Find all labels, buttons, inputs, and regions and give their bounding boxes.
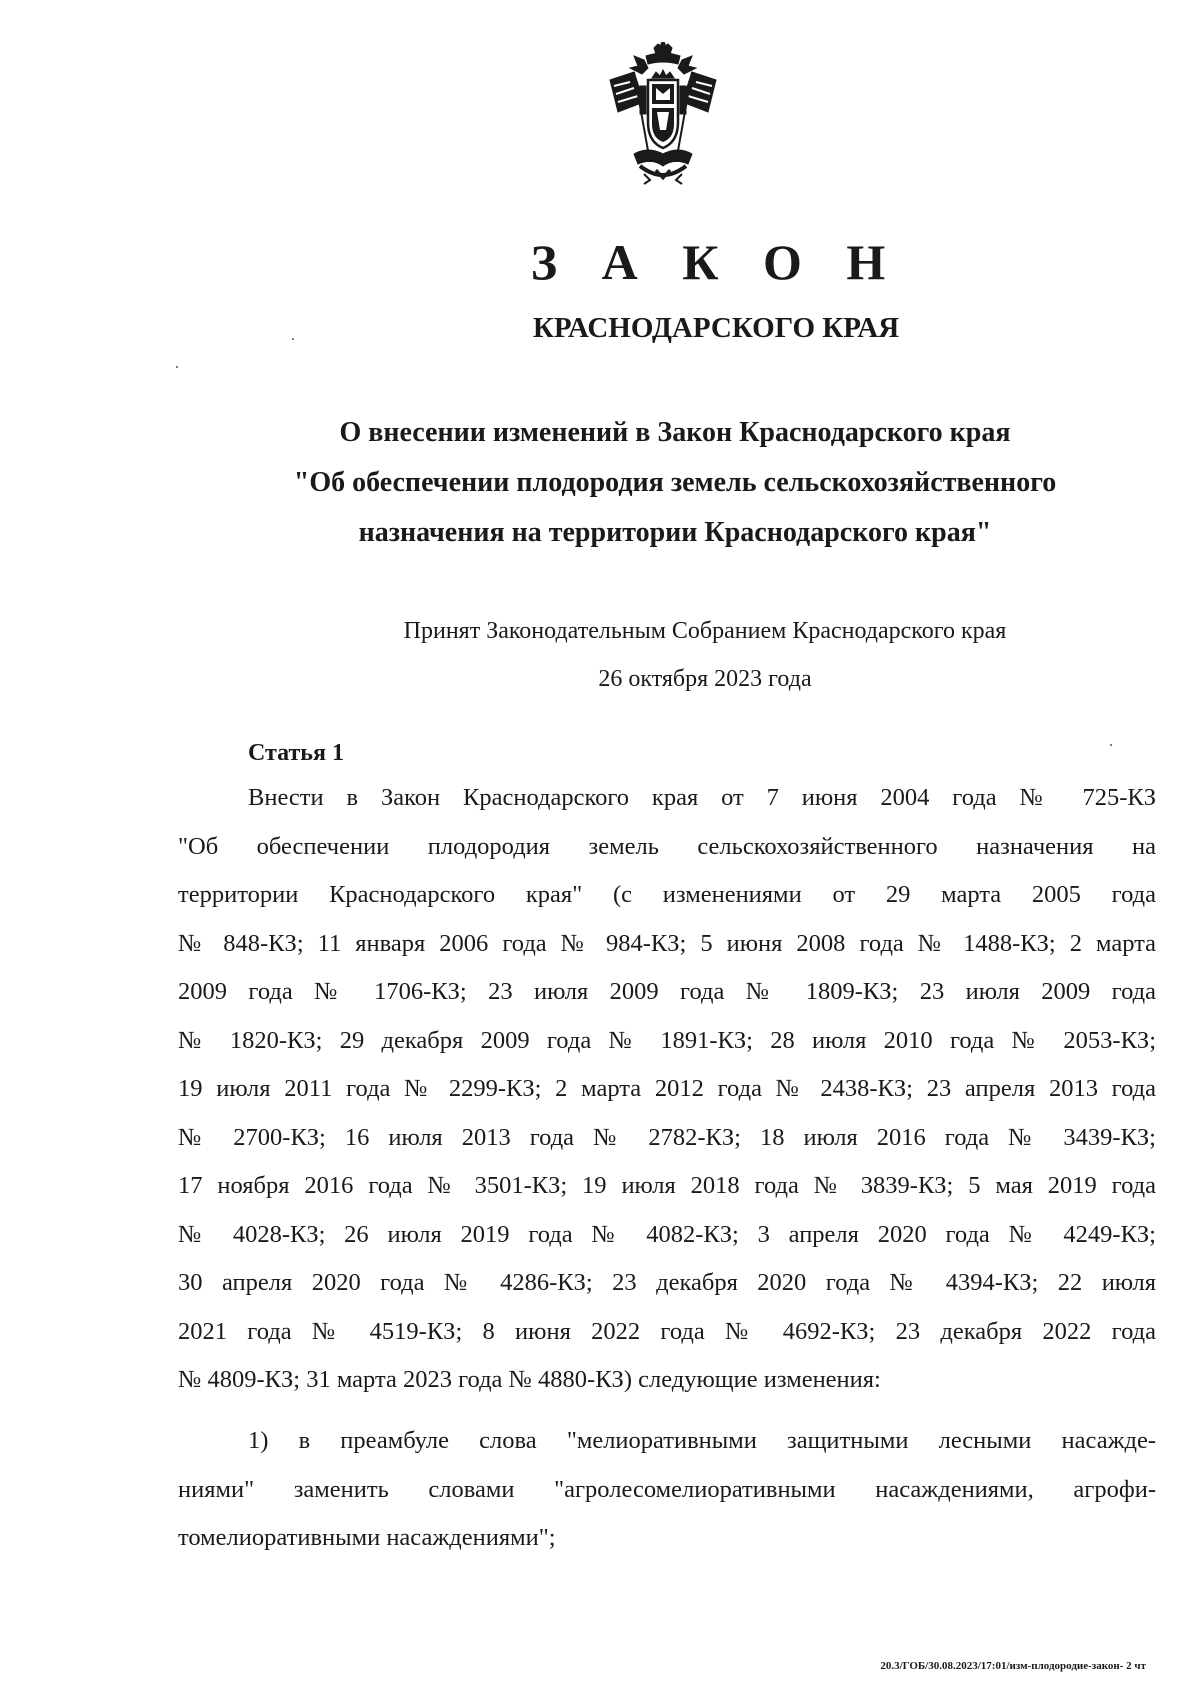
document-subtitle: КРАСНОДАРСКОГО КРАЯ (532, 312, 900, 344)
scan-speck (1110, 744, 1112, 746)
item-line: ниями" заменить словами "агролесомелиоративными насаждениями, агрофи- (178, 1475, 1156, 1503)
paragraph-line: № 1820-КЗ; 29 декабря 2009 года № 1891-КЗ; 28 июля 2010 года № 2053-КЗ; (178, 1026, 1156, 1054)
paragraph-line: № 4809-КЗ; 31 марта 2023 года № 4880-КЗ) следующие изменения: (178, 1366, 881, 1393)
paragraph-line: 2021 года № 4519-КЗ; 8 июня 2022 года № 4692-КЗ; 23 декабря 2022 года (178, 1317, 1156, 1345)
paragraph-line: № 848-КЗ; 11 января 2006 года № 984-КЗ; 5 июня 2008 года № 1488-КЗ; 2 марта (178, 929, 1156, 957)
paragraph-line: 19 июля 2011 года № 2299-КЗ; 2 марта 2012 года № 2438-КЗ; 23 апреля 2013 года (178, 1075, 1156, 1102)
law-name-line: "Об обеспечении плодородия земель сельскохозяйственного (293, 467, 1057, 498)
article-heading: Статья 1 (248, 740, 344, 766)
document-title: З А К О Н (530, 234, 902, 290)
paragraph-line: 17 ноября 2016 года № 3501-КЗ; 19 июля 2018 года № 3839-КЗ; 5 мая 2019 года (178, 1172, 1156, 1199)
adoption-note (160, 607, 1100, 703)
article-item-1 (178, 1417, 1156, 1563)
paragraph-line: Внести в Закон Краснодарского края от 7 июня 2004 года № 725-КЗ (248, 784, 1156, 811)
law-name-line: О внесении изменений в Закон Краснодарского края (339, 417, 1011, 448)
paragraph-line: территории Краснодарского края" (с изменениями от 29 марта 2005 года (178, 881, 1156, 908)
coat-of-arms-icon (604, 42, 722, 188)
scan-speck (176, 366, 178, 368)
adoption-line: Принят Законодательным Собранием Краснодарского края (403, 618, 1007, 644)
paragraph-line: 2009 года № 1706-КЗ; 23 июля 2009 года № 1809-КЗ; 23 июля 2009 года (178, 978, 1156, 1005)
scan-speck (292, 338, 294, 340)
paragraph-line: "Об обеспечении плодородия земель сельскохозяйственного назначения на (178, 832, 1156, 860)
adoption-date: 26 октября 2023 года (598, 666, 812, 692)
paragraph-line: 30 апреля 2020 года № 4286-КЗ; 23 декабря 2020 года № 4394-КЗ; 22 июля (178, 1269, 1156, 1296)
law-name (160, 408, 1100, 558)
item-line: томелиоративными насаждениями"; (178, 1524, 556, 1551)
law-name-line: назначения на территории Краснодарского края" (358, 517, 992, 548)
paragraph-line: № 2700-КЗ; 16 июля 2013 года № 2782-КЗ; 18 июля 2016 года № 3439-КЗ; (178, 1123, 1156, 1151)
paragraph-line: № 4028-КЗ; 26 июля 2019 года № 4082-КЗ; 3 апреля 2020 года № 4249-КЗ; (178, 1220, 1156, 1248)
item-line: 1) в преамбуле слова "мелиоративными защитными лесными насажде- (248, 1427, 1156, 1454)
article-paragraph (178, 774, 1156, 1405)
document-footer-ref: 20.3/ГОБ/30.08.2023/17:01/изм-плодородие-закон- 2 чт (880, 1660, 1146, 1672)
